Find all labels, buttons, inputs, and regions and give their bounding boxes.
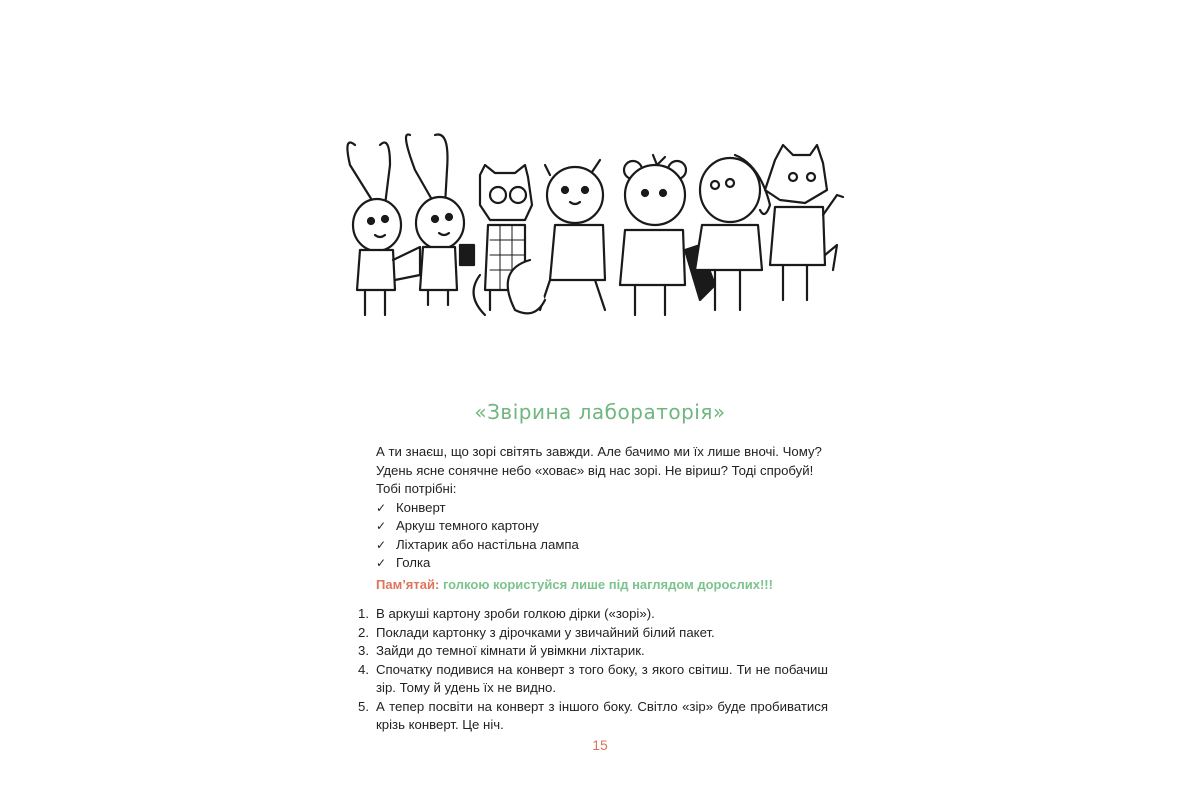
step-text: Поклади картонку з дірочками у звичайний білий пакет. [376, 624, 715, 640]
page-title: «Звірина лабораторія» [474, 400, 726, 424]
step-number: 1. [358, 606, 369, 621]
step-number: 3. [358, 643, 369, 658]
animal-characters-illustration [335, 125, 850, 325]
wolf-figure [765, 145, 843, 300]
checklist-item-label: Конверт [396, 499, 446, 515]
step-item [358, 605, 828, 624]
step-text: А тепер посвіти на конверт з іншого боку. Світло «зір» буде пробиватися крізь конверт. Це ніч. [376, 698, 828, 732]
bunny-2-figure [406, 134, 474, 305]
checklist-item [376, 499, 836, 518]
step-text: Спочатку подивися на конверт з того боку, з якого світиш. Ти не побачиш зір. Тому й удень їх не видно. [376, 661, 828, 695]
step-item [358, 698, 828, 735]
step-number: 4. [358, 661, 369, 677]
intro-line: Удень ясне сонячне небо «ховає» від нас зорі. Не віриш? Тоді спробуй! [376, 462, 814, 478]
warning-label: Пам’ятай: [376, 577, 440, 592]
step-item [358, 642, 828, 661]
checklist-item [376, 536, 836, 555]
intro-line: Тобі потрібні: [376, 481, 457, 496]
bunny-1-figure [347, 143, 420, 316]
step-item [358, 624, 828, 643]
checklist-item [376, 517, 836, 536]
step-number: 2. [358, 624, 369, 640]
checkmark-icon: ✓ [376, 556, 387, 570]
page-number: 15 [592, 737, 608, 753]
step-number: 5. [358, 698, 369, 714]
checklist-item [376, 554, 836, 573]
step-item [358, 661, 828, 698]
safety-warning [376, 577, 773, 592]
intro-line: А ти знаєш, що зорі світять завжди. Але бачимо ми їх лише вночі. Чому? [376, 444, 822, 459]
checkmark-icon: ✓ [376, 537, 387, 552]
checklist-item-label: Ліхтарик або настільна лампа [396, 536, 579, 552]
instruction-steps [358, 605, 828, 735]
checklist-item-label: Голка [396, 555, 431, 570]
checkmark-icon: ✓ [376, 500, 387, 515]
intro-section [376, 443, 836, 573]
materials-checklist [376, 499, 836, 573]
checklist-item-label: Аркуш темного картону [396, 518, 539, 533]
step-text: В аркуші картону зроби голкою дірки («зорі»). [376, 606, 655, 621]
warning-message: голкою користуйся лише під наглядом дорослих!!! [442, 577, 773, 592]
checkmark-icon: ✓ [376, 519, 387, 533]
step-text: Зайди до темної кімнати й увімкни ліхтарик. [376, 643, 645, 658]
